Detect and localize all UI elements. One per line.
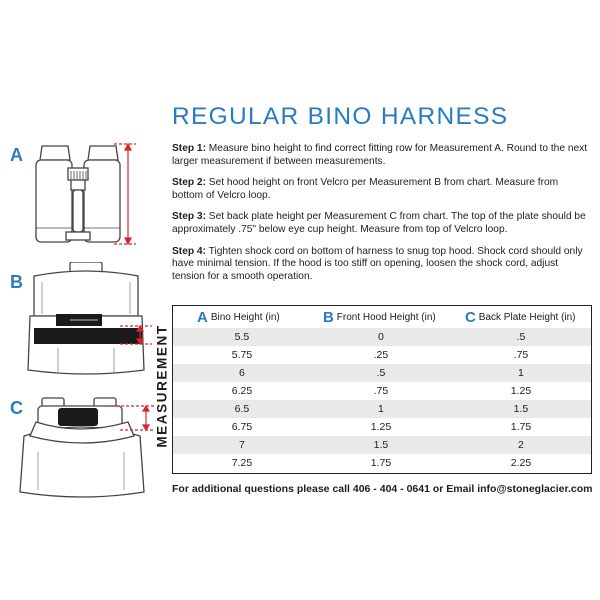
column-label: Front Hood Height (in)	[336, 311, 436, 323]
cell-bino-height: 6.5	[173, 400, 311, 418]
step-4	[172, 246, 590, 284]
column-header-b	[311, 306, 451, 328]
measurement-label-text: MEASUREMENT	[154, 324, 170, 448]
cell-back-plate-height: 1	[451, 364, 591, 382]
table-row	[173, 364, 591, 382]
cell-front-hood-height: 1.75	[370, 457, 392, 469]
measurement-table	[172, 305, 592, 474]
figure-b-letter: B	[10, 272, 23, 292]
step-label: Step 2:	[172, 177, 206, 189]
table-row	[173, 400, 591, 418]
table-row	[173, 328, 591, 346]
cell-front-hood-height: 0	[311, 328, 451, 346]
step-label: Step 1:	[172, 143, 206, 154]
cell-bino-height: 5.5	[173, 328, 311, 346]
contact-footer: For additional questions please call 406 - 404 - 0641 or Email info@stoneglacier.com	[172, 483, 593, 495]
table-row	[173, 436, 591, 454]
step-text: Measure bino height to find correct fitting row for Measurement A. Round to the next larger measurement if between measurements.	[172, 143, 588, 167]
column-letter: B	[322, 308, 334, 326]
cell-back-plate-height: 1.5	[451, 400, 591, 418]
column-header-a	[173, 306, 311, 328]
cell-bino-height: 5.75	[231, 349, 253, 361]
step-2	[172, 177, 590, 202]
cell-back-plate-height: 1.25	[510, 385, 532, 397]
cell-back-plate-height: 1.75	[510, 421, 532, 433]
step-3	[172, 211, 590, 236]
measurement-grid	[173, 306, 591, 472]
cell-bino-height: 7	[173, 436, 311, 454]
cell-front-hood-height: .25	[373, 349, 389, 361]
binoculars-illustration	[28, 138, 148, 250]
cell-bino-height: 7.25	[231, 457, 253, 469]
step-text: Set hood height on front Velcro per Measurement B from chart. Measure from bottom of Velcro loop.	[172, 177, 559, 201]
cell-bino-height: 6	[173, 364, 311, 382]
harness-with-binoculars-illustration	[16, 392, 156, 502]
table-header-row	[173, 306, 591, 328]
column-label: Back Plate Height (in)	[478, 311, 576, 323]
cell-back-plate-height: 2	[451, 436, 591, 454]
table-row	[173, 382, 591, 400]
cell-front-hood-height: .5	[311, 364, 451, 382]
steps-list	[172, 143, 590, 292]
cell-front-hood-height: .75	[373, 385, 389, 397]
cell-back-plate-height: .75	[513, 349, 529, 361]
cell-front-hood-height: 1.5	[311, 436, 451, 454]
step-label: Step 3:	[172, 211, 206, 223]
cell-bino-height: 6.75	[231, 421, 253, 433]
step-text: Tighten shock cord on bottom of harness to snug top hood. Shock cord should only have minimal tension. If the hood is too stiff on opening, loosen the shock cord, adjust tension for a smooth operation.	[172, 245, 583, 282]
column-letter: C	[464, 308, 476, 326]
cell-front-hood-height: 1.25	[370, 421, 392, 433]
cell-back-plate-height: .5	[451, 328, 591, 346]
column-letter: A	[197, 308, 208, 326]
table-row	[173, 418, 591, 436]
cell-front-hood-height: 1	[311, 400, 451, 418]
table-row	[173, 346, 591, 364]
harness-front-illustration	[24, 262, 154, 382]
page-title: REGULAR BINO HARNESS	[172, 103, 509, 130]
cell-bino-height: 6.25	[231, 385, 253, 397]
step-label: Step 4:	[172, 245, 206, 257]
step-1	[172, 143, 590, 168]
column-label: Bino Height (in)	[210, 311, 280, 323]
figure-a-letter: A	[10, 145, 23, 165]
figure-c-letter: C	[10, 398, 23, 418]
column-header-c	[451, 306, 591, 328]
table-row	[173, 454, 591, 472]
cell-back-plate-height: 2.25	[510, 457, 532, 469]
step-text: Set back plate height per Measurement C from chart. The top of the plate should be approximately .75" below eye cup height. Measure from top of Velcro loop.	[172, 211, 586, 235]
